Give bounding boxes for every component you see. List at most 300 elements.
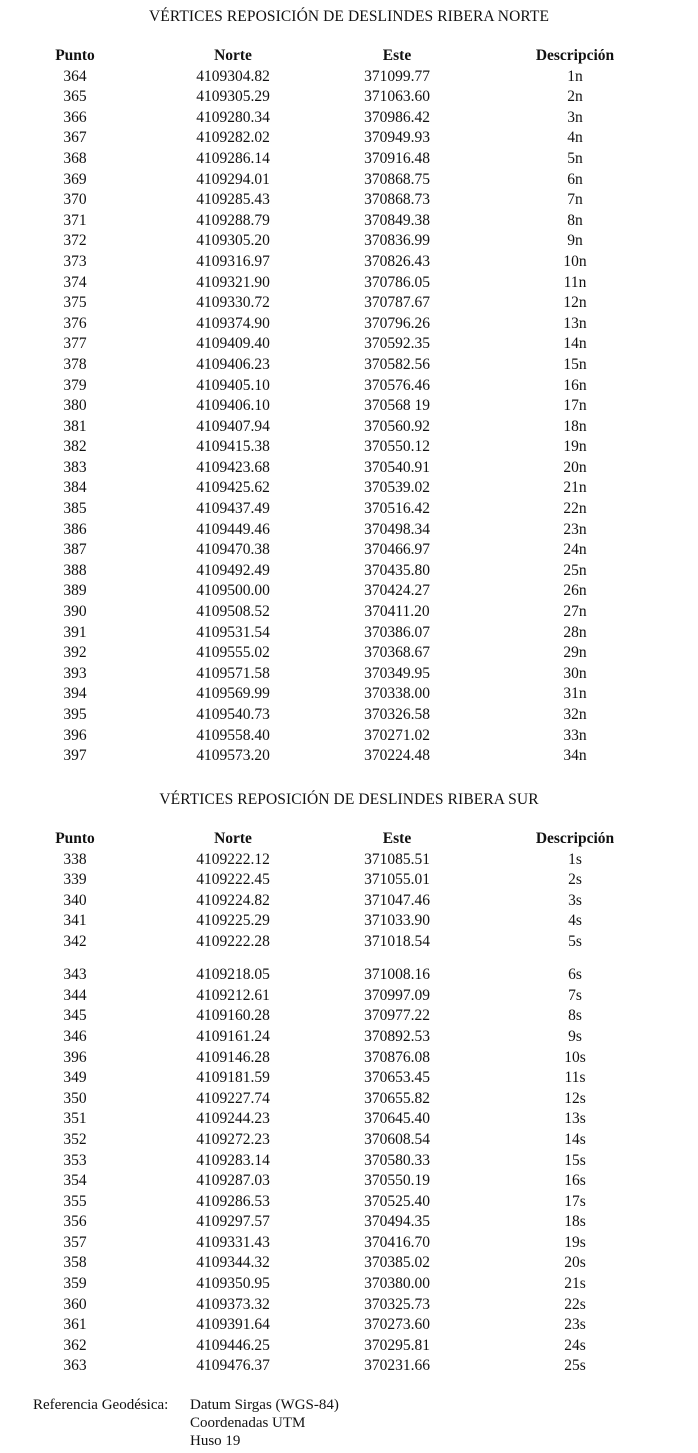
norte-cell: 4109555.02 (196, 644, 270, 662)
punto-cell: 396 (63, 1048, 87, 1066)
table-row (0, 932, 698, 953)
norte-cell: 4109449.46 (196, 520, 270, 538)
punto-cell: 339 (63, 871, 87, 889)
descripcion-cell: 6n (567, 170, 583, 188)
norte-cell: 4109222.12 (196, 850, 270, 868)
table-row (0, 1109, 698, 1130)
punto-cell: 377 (63, 335, 87, 353)
este-cell: 370516.42 (364, 500, 430, 518)
header-punto: Punto (55, 830, 95, 847)
punto-cell: 387 (63, 541, 87, 559)
punto-cell: 365 (63, 88, 87, 106)
este-cell: 371033.90 (364, 912, 430, 930)
este-cell: 370868.73 (364, 191, 430, 209)
punto-cell: 374 (63, 273, 87, 291)
punto-cell: 341 (63, 912, 87, 930)
este-cell: 370876.08 (364, 1048, 430, 1066)
descripcion-cell: 34n (563, 747, 587, 765)
este-cell: 370368.67 (364, 644, 430, 662)
norte-cell: 4109272.23 (196, 1130, 270, 1148)
descripcion-cell: 20n (563, 458, 587, 476)
punto-cell: 362 (63, 1336, 87, 1354)
row-gap (0, 953, 698, 966)
punto-cell: 363 (63, 1357, 87, 1375)
norte-cell: 4109286.53 (196, 1192, 270, 1210)
este-cell: 371063.60 (364, 88, 430, 106)
punto-cell: 358 (63, 1254, 87, 1272)
punto-cell: 352 (63, 1130, 87, 1148)
table-row (0, 87, 698, 108)
punto-cell: 354 (63, 1172, 87, 1190)
table-row (0, 1212, 698, 1233)
south-vertices-table (0, 829, 698, 1377)
punto-cell: 386 (63, 520, 87, 538)
descripcion-cell: 29n (563, 644, 587, 662)
table-row (0, 891, 698, 912)
punto-cell: 384 (63, 479, 87, 497)
norte-cell: 4109321.90 (196, 273, 270, 291)
punto-cell: 342 (63, 932, 87, 950)
table-row (0, 1192, 698, 1213)
descripcion-cell: 27n (563, 603, 587, 621)
descripcion-cell: 18n (563, 417, 587, 435)
punto-cell: 345 (63, 1007, 87, 1025)
punto-cell: 367 (63, 129, 87, 147)
table-row (0, 850, 698, 871)
norte-cell: 4109331.43 (196, 1233, 270, 1251)
coordinates-text: Coordenadas UTM (190, 1415, 306, 1431)
este-cell: 370525.40 (364, 1192, 430, 1210)
norte-cell: 4109294.01 (196, 170, 270, 188)
descripcion-cell: 19n (563, 438, 587, 456)
este-cell: 371099.77 (364, 67, 430, 85)
este-cell: 370498.34 (364, 520, 430, 538)
table-row (0, 1089, 698, 1110)
este-cell: 370539.02 (364, 479, 430, 497)
norte-cell: 4109415.38 (196, 438, 270, 456)
este-cell: 370385.02 (364, 1254, 430, 1272)
norte-cell: 4109470.38 (196, 541, 270, 559)
este-cell: 370550.19 (364, 1172, 430, 1190)
punto-cell: 385 (63, 500, 87, 518)
table-row (0, 1274, 698, 1295)
punto-cell: 364 (63, 67, 87, 85)
este-cell: 370295.81 (364, 1336, 430, 1354)
table-row (0, 581, 698, 602)
norte-cell: 4109305.20 (196, 232, 270, 250)
table-row (0, 1068, 698, 1089)
descripcion-cell: 2s (568, 871, 582, 889)
descripcion-cell: 12s (564, 1089, 586, 1107)
descripcion-cell: 6s (568, 966, 582, 984)
punto-cell: 349 (63, 1069, 87, 1087)
geodetic-reference-values (190, 1396, 339, 1450)
descripcion-cell: 3n (567, 108, 583, 126)
table-row (0, 1253, 698, 1274)
este-cell: 370424.27 (364, 582, 430, 600)
north-table-body (0, 67, 698, 767)
descripcion-cell: 20s (564, 1254, 586, 1272)
punto-cell: 361 (63, 1316, 87, 1334)
south-table-title: VÉRTICES REPOSICIÓN DE DESLINDES RIBERA SUR (159, 791, 539, 808)
este-cell: 370997.09 (364, 986, 430, 1004)
punto-cell: 360 (63, 1295, 87, 1313)
este-cell: 370224.48 (364, 747, 430, 765)
table-row (0, 561, 698, 582)
table-row (0, 499, 698, 520)
punto-cell: 379 (63, 376, 87, 394)
este-cell: 370892.53 (364, 1027, 430, 1045)
geodetic-reference-label: Referencia Geodésica: (33, 1397, 169, 1413)
punto-cell: 355 (63, 1192, 87, 1210)
header-este: Este (382, 830, 412, 847)
norte-cell: 4109406.10 (196, 397, 270, 415)
descripcion-cell: 25n (563, 561, 587, 579)
punto-cell: 396 (63, 726, 87, 744)
este-cell: 370645.40 (364, 1110, 430, 1128)
norte-cell: 4109287.03 (196, 1172, 270, 1190)
table-row (0, 602, 698, 623)
descripcion-cell: 12n (563, 294, 587, 312)
descripcion-cell: 2n (567, 88, 583, 106)
table-row (0, 334, 698, 355)
descripcion-cell: 25s (564, 1357, 586, 1375)
descripcion-cell: 1s (568, 850, 582, 868)
table-row (0, 1006, 698, 1027)
norte-cell: 4109409.40 (196, 335, 270, 353)
table-row (0, 170, 698, 191)
punto-cell: 343 (63, 966, 87, 984)
este-cell: 370231.66 (364, 1357, 430, 1375)
este-cell: 370655.82 (364, 1089, 430, 1107)
table-row (0, 911, 698, 932)
norte-cell: 4109492.49 (196, 561, 270, 579)
descripcion-cell: 31n (563, 685, 587, 703)
table-row (0, 684, 698, 705)
table-row (0, 1356, 698, 1377)
descripcion-cell: 8n (567, 211, 583, 229)
este-cell: 370380.00 (364, 1275, 430, 1293)
descripcion-cell: 17s (564, 1192, 586, 1210)
norte-cell: 4109569.99 (196, 685, 270, 703)
table-row (0, 1151, 698, 1172)
descripcion-cell: 15n (563, 355, 587, 373)
punto-cell: 378 (63, 355, 87, 373)
este-cell: 370786.05 (364, 273, 430, 291)
este-cell: 370653.45 (364, 1069, 430, 1087)
descripcion-cell: 14s (564, 1130, 586, 1148)
norte-cell: 4109224.82 (196, 891, 270, 909)
este-cell: 370494.35 (364, 1213, 430, 1231)
table-row (0, 314, 698, 335)
punto-cell: 356 (63, 1213, 87, 1231)
punto-cell: 368 (63, 149, 87, 167)
este-cell: 370273.60 (364, 1316, 430, 1334)
este-cell: 370826.43 (364, 252, 430, 270)
table-row (0, 252, 698, 273)
table-row (0, 870, 698, 891)
este-cell: 370608.54 (364, 1130, 430, 1148)
descripcion-cell: 19s (564, 1233, 586, 1251)
punto-cell: 395 (63, 706, 87, 723)
norte-cell: 4109373.32 (196, 1295, 270, 1313)
descripcion-cell: 21s (564, 1275, 586, 1293)
norte-cell: 4109500.00 (196, 582, 270, 600)
table-row (0, 1130, 698, 1151)
norte-cell: 4109573.20 (196, 747, 270, 765)
header-norte: Norte (214, 47, 252, 64)
descripcion-cell: 23s (564, 1316, 586, 1334)
descripcion-cell: 32n (563, 706, 587, 723)
punto-cell: 340 (63, 891, 87, 909)
este-cell: 370836.99 (364, 232, 430, 250)
norte-cell: 4109297.57 (196, 1213, 270, 1231)
table-row (0, 67, 698, 88)
descripcion-cell: 5n (567, 149, 583, 167)
este-cell: 370560.92 (364, 417, 430, 435)
norte-cell: 4109407.94 (196, 417, 270, 435)
descripcion-cell: 10s (564, 1048, 586, 1066)
este-cell: 371018.54 (364, 932, 430, 950)
norte-cell: 4109476.37 (196, 1357, 270, 1375)
datum-text: Datum Sirgas (WGS-84) (190, 1397, 339, 1413)
norte-cell: 4109146.28 (196, 1048, 270, 1066)
punto-cell: 350 (63, 1089, 87, 1107)
este-cell: 370582.56 (364, 355, 430, 373)
south-table-body-a (0, 850, 698, 953)
table-row (0, 705, 698, 726)
norte-cell: 4109405.10 (196, 376, 270, 394)
punto-cell: 370 (63, 191, 87, 209)
punto-cell: 375 (63, 294, 87, 312)
norte-cell: 4109285.43 (196, 191, 270, 209)
table-row (0, 293, 698, 314)
norte-cell: 4109305.29 (196, 88, 270, 106)
table-row (0, 355, 698, 376)
table-row (0, 376, 698, 397)
este-cell: 371008.16 (364, 966, 430, 984)
norte-cell: 4109222.45 (196, 871, 270, 889)
norte-cell: 4109425.62 (196, 479, 270, 497)
table-row (0, 1171, 698, 1192)
norte-cell: 4109160.28 (196, 1007, 270, 1025)
norte-cell: 4109225.29 (196, 912, 270, 930)
table-row (0, 520, 698, 541)
table-row (0, 623, 698, 644)
este-cell: 370580.33 (364, 1151, 430, 1169)
punto-cell: 338 (63, 850, 87, 868)
table-row (0, 664, 698, 685)
descripcion-cell: 14n (563, 335, 587, 353)
norte-cell: 4109244.23 (196, 1110, 270, 1128)
table-row (0, 273, 698, 294)
header-punto: Punto (55, 47, 95, 64)
este-cell: 370986.42 (364, 108, 430, 126)
table-row (0, 965, 698, 986)
norte-cell: 4109391.64 (196, 1316, 270, 1334)
punto-cell: 351 (63, 1110, 87, 1128)
table-row (0, 746, 698, 767)
este-cell: 370568 19 (364, 397, 430, 415)
norte-cell: 4109218.05 (196, 966, 270, 984)
table-row (0, 1315, 698, 1336)
descripcion-cell: 23n (563, 520, 587, 538)
table-row (0, 149, 698, 170)
header-norte: Norte (214, 830, 252, 847)
punto-cell: 344 (63, 986, 87, 1004)
south-table-body-b (0, 965, 698, 1377)
este-cell: 370411.20 (364, 603, 430, 621)
norte-cell: 4109406.23 (196, 355, 270, 373)
descripcion-cell: 13s (564, 1110, 586, 1128)
table-row (0, 437, 698, 458)
norte-cell: 4109540.73 (196, 706, 270, 723)
este-cell: 370466.97 (364, 541, 430, 559)
norte-cell: 4109350.95 (196, 1275, 270, 1293)
punto-cell: 393 (63, 664, 87, 682)
este-cell: 370868.75 (364, 170, 430, 188)
este-cell: 370916.48 (364, 149, 430, 167)
norte-cell: 4109558.40 (196, 726, 270, 744)
norte-cell: 4109304.82 (196, 67, 270, 85)
descripcion-cell: 9s (568, 1027, 582, 1045)
punto-cell: 389 (63, 582, 87, 600)
punto-cell: 372 (63, 232, 87, 250)
descripcion-cell: 7n (567, 191, 583, 209)
este-cell: 370949.93 (364, 129, 430, 147)
table-row (0, 1027, 698, 1048)
header-descripcion: Descripción (535, 47, 615, 64)
table-row (0, 643, 698, 664)
punto-cell: 357 (63, 1233, 87, 1251)
punto-cell: 359 (63, 1275, 87, 1293)
descripcion-cell: 30n (563, 664, 587, 682)
north-vertices-table (0, 46, 698, 767)
punto-cell: 371 (63, 211, 87, 229)
table-row (0, 190, 698, 211)
table-row (0, 1048, 698, 1069)
punto-cell: 382 (63, 438, 87, 456)
este-cell: 371047.46 (364, 891, 430, 909)
descripcion-cell: 22n (563, 500, 587, 518)
este-cell: 370592.35 (364, 335, 430, 353)
table-header-row (0, 46, 698, 67)
norte-cell: 4109222.28 (196, 932, 270, 950)
descripcion-cell: 4n (567, 129, 583, 147)
table-row (0, 478, 698, 499)
punto-cell: 388 (63, 561, 87, 579)
punto-cell: 366 (63, 108, 87, 126)
punto-cell: 394 (63, 685, 87, 703)
norte-cell: 4109212.61 (196, 986, 270, 1004)
descripcion-cell: 10n (563, 252, 587, 270)
descripcion-cell: 16n (563, 376, 587, 394)
norte-cell: 4109227.74 (196, 1089, 270, 1107)
descripcion-cell: 28n (563, 623, 587, 641)
table-row (0, 396, 698, 417)
este-cell: 370849.38 (364, 211, 430, 229)
descripcion-cell: 22s (564, 1295, 586, 1313)
punto-cell: 346 (63, 1027, 87, 1045)
descripcion-cell: 13n (563, 314, 587, 332)
descripcion-cell: 5s (568, 932, 582, 950)
norte-cell: 4109282.02 (196, 129, 270, 147)
este-cell: 370787.67 (364, 294, 430, 312)
punto-cell: 383 (63, 458, 87, 476)
table-row (0, 1336, 698, 1357)
este-cell: 370271.02 (364, 726, 430, 744)
header-este: Este (382, 47, 412, 64)
norte-cell: 4109437.49 (196, 500, 270, 518)
descripcion-cell: 18s (564, 1213, 586, 1231)
norte-cell: 4109316.97 (196, 252, 270, 270)
table-row (0, 1295, 698, 1316)
norte-cell: 4109374.90 (196, 314, 270, 332)
table-row (0, 540, 698, 561)
este-cell: 370576.46 (364, 376, 430, 394)
este-cell: 370435.80 (364, 561, 430, 579)
descripcion-cell: 16s (564, 1172, 586, 1190)
descripcion-cell: 7s (568, 986, 582, 1004)
este-cell: 370349.95 (364, 664, 430, 682)
descripcion-cell: 26n (563, 582, 587, 600)
descripcion-cell: 3s (568, 891, 582, 909)
descripcion-cell: 1n (567, 67, 583, 85)
norte-cell: 4109280.34 (196, 108, 270, 126)
este-cell: 370338.00 (364, 685, 430, 703)
descripcion-cell: 9n (567, 232, 583, 250)
punto-cell: 376 (63, 314, 87, 332)
norte-cell: 4109286.14 (196, 149, 270, 167)
table-row (0, 1233, 698, 1254)
punto-cell: 373 (63, 252, 87, 270)
este-cell: 370977.22 (364, 1007, 430, 1025)
este-cell: 370796.26 (364, 314, 430, 332)
table-row (0, 417, 698, 438)
descripcion-cell: 4s (568, 912, 582, 930)
descripcion-cell: 11s (564, 1069, 586, 1087)
zone-text: Huso 19 (190, 1433, 241, 1449)
north-table-title: VÉRTICES REPOSICIÓN DE DESLINDES RIBERA NORTE (148, 8, 550, 25)
norte-cell: 4109423.68 (196, 458, 270, 476)
table-row (0, 726, 698, 747)
descripcion-cell: 24s (564, 1336, 586, 1354)
este-cell: 370550.12 (364, 438, 430, 456)
punto-cell: 353 (63, 1151, 87, 1169)
punto-cell: 380 (63, 397, 87, 415)
norte-cell: 4109330.72 (196, 294, 270, 312)
descripcion-cell: 21n (563, 479, 587, 497)
norte-cell: 4109531.54 (196, 623, 270, 641)
table-row (0, 128, 698, 149)
table-row (0, 458, 698, 479)
norte-cell: 4109446.25 (196, 1336, 270, 1354)
norte-cell: 4109283.14 (196, 1151, 270, 1169)
este-cell: 370325.73 (364, 1295, 430, 1313)
norte-cell: 4109288.79 (196, 211, 270, 229)
descripcion-cell: 11n (563, 273, 587, 291)
norte-cell: 4109181.59 (196, 1069, 270, 1087)
table-header-row (0, 829, 698, 850)
descripcion-cell: 8s (568, 1007, 582, 1025)
este-cell: 371055.01 (364, 871, 430, 889)
punto-cell: 397 (63, 747, 87, 765)
norte-cell: 4109571.58 (196, 664, 270, 682)
este-cell: 370540.91 (364, 458, 430, 476)
norte-cell: 4109344.32 (196, 1254, 270, 1272)
punto-cell: 391 (63, 623, 87, 641)
descripcion-cell: 33n (563, 726, 587, 744)
